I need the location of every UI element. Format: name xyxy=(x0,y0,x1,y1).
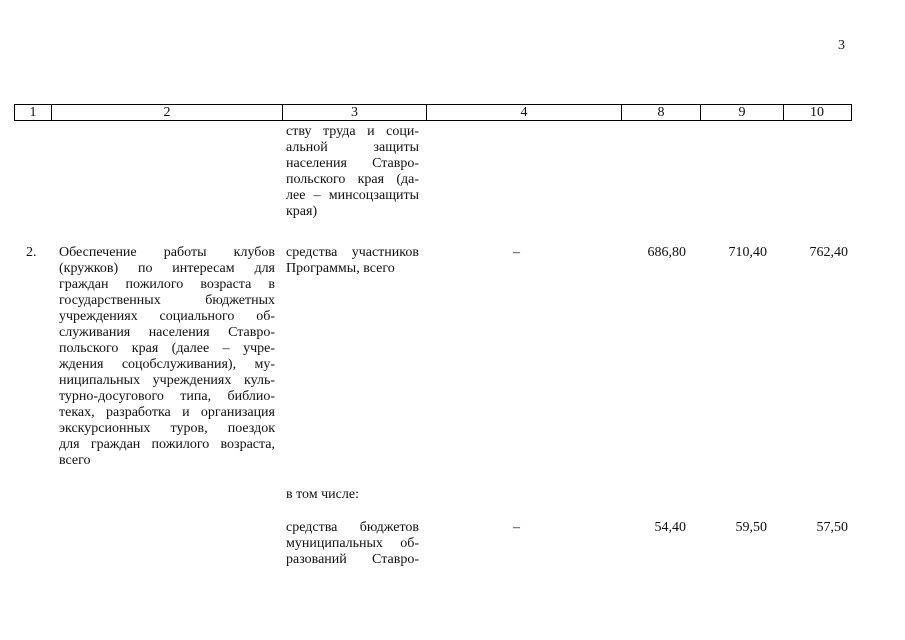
text-line: лее – минсоцзащиты xyxy=(286,188,419,203)
text-line: населения Ставро- xyxy=(286,156,419,171)
text-line: государственных бюджетных xyxy=(59,293,275,308)
header-col-10: 10 xyxy=(810,105,824,120)
including-label: в том числе: xyxy=(286,487,359,502)
row-number: 2. xyxy=(26,245,37,260)
text-line: альной защиты xyxy=(286,140,419,155)
value-col10: 762,40 xyxy=(809,245,848,260)
text-line: всего xyxy=(59,453,91,468)
text-line: учреждениях социального об- xyxy=(59,309,275,324)
header-col-4: 4 xyxy=(520,105,528,120)
text-line: (кружков) по интересам для xyxy=(59,261,275,276)
header-col-2: 2 xyxy=(163,105,171,120)
text-line: для граждан пожилого возраста, xyxy=(59,437,275,452)
text-line: муниципальных об- xyxy=(286,536,419,551)
row-description xyxy=(59,245,275,469)
text-line: ству труда и соци- xyxy=(286,124,419,139)
table-header xyxy=(14,104,852,121)
header-col-3: 3 xyxy=(351,105,358,120)
text-line: Программы, всего xyxy=(286,261,395,276)
col4-dash: – xyxy=(513,520,520,535)
text-line: средства участников xyxy=(286,245,419,260)
row-source xyxy=(286,245,419,277)
header-col-8: 8 xyxy=(657,105,665,120)
value-col8: 54,40 xyxy=(654,520,686,535)
continuation-text xyxy=(286,124,419,220)
value-col9: 710,40 xyxy=(728,245,767,260)
text-line: ниципальных учреждениях куль- xyxy=(59,373,275,388)
text-line: граждан пожилого возраста в xyxy=(59,277,275,292)
text-line: теках, разработка и организация xyxy=(59,405,275,420)
text-line: Обеспечение работы клубов xyxy=(59,245,275,260)
header-col-9: 9 xyxy=(738,105,746,120)
col4-dash: – xyxy=(513,245,520,260)
text-line: служивания населения Ставро- xyxy=(59,325,275,340)
budget-source xyxy=(286,520,419,568)
value-col10: 57,50 xyxy=(816,520,848,535)
text-line: средства бюджетов xyxy=(286,520,419,535)
value-col9: 59,50 xyxy=(735,520,767,535)
text-line: польского края (да- xyxy=(286,172,419,187)
text-line: польского края (далее – учре- xyxy=(59,341,275,356)
text-line: разований Ставро- xyxy=(286,552,419,567)
text-line: ждения соцобслуживания), му- xyxy=(59,357,275,372)
text-line: края) xyxy=(286,204,318,219)
value-col8: 686,80 xyxy=(647,245,686,260)
text-line: экскурсионных туров, поездок xyxy=(59,421,275,436)
page-number: 3 xyxy=(838,38,845,53)
header-col-1: 1 xyxy=(29,105,37,120)
text-line: турно-досугового типа, библио- xyxy=(59,389,275,404)
